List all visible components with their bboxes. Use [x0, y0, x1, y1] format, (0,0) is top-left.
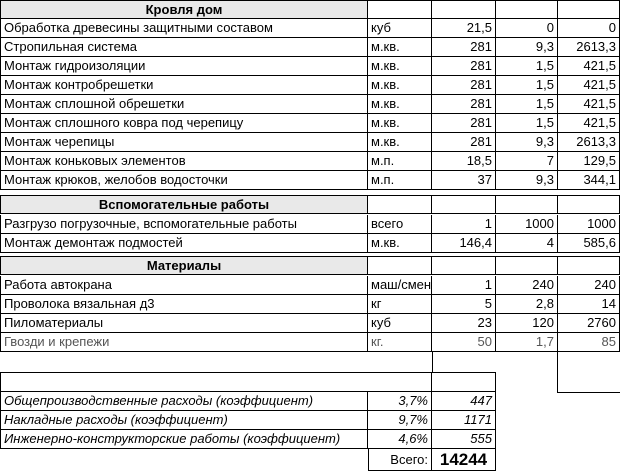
quantity-cell[interactable]: 281: [432, 57, 496, 76]
table-row: [0, 314, 620, 333]
quantity-cell[interactable]: 1: [432, 215, 496, 234]
price-cell[interactable]: 0: [496, 19, 558, 38]
table-row: [0, 114, 620, 133]
work-name-cell[interactable]: Обработка древесины защитными составом: [0, 19, 368, 38]
sum-cell[interactable]: 585,6: [558, 234, 620, 253]
overhead-row: [0, 392, 620, 411]
spacer-cell: [557, 352, 620, 393]
unit-cell[interactable]: м.кв.: [368, 95, 432, 114]
table-row: [0, 333, 620, 352]
sum-cell[interactable]: 14: [558, 295, 620, 314]
cell[interactable]: [558, 256, 620, 275]
sum-cell[interactable]: 2613,3: [558, 133, 620, 152]
cell[interactable]: [558, 195, 620, 214]
price-cell[interactable]: 1,5: [496, 76, 558, 95]
work-name-cell[interactable]: Монтаж сплошной обрешетки: [0, 95, 368, 114]
total-label[interactable]: Всего:: [368, 449, 432, 471]
overhead-name-cell[interactable]: Общепроизводственные расходы (коэффициент): [0, 392, 368, 411]
work-name-cell[interactable]: Монтаж крюков, желобов водосточки: [0, 171, 368, 190]
work-name-cell[interactable]: Монтаж сплошного ковра под черепицу: [0, 114, 368, 133]
overhead-name-cell[interactable]: Инженерно-конструкторские работы (коэффициент): [0, 430, 368, 449]
cell[interactable]: [368, 372, 432, 392]
overhead-row: [0, 430, 620, 449]
sum-cell[interactable]: 421,5: [558, 57, 620, 76]
sum-cell[interactable]: 1000: [558, 215, 620, 234]
quantity-cell[interactable]: 5: [432, 295, 496, 314]
section-header-roof: [0, 0, 620, 19]
quantity-cell[interactable]: 146,4: [432, 234, 496, 253]
spacer-cell: [368, 352, 433, 372]
price-cell[interactable]: 9,3: [496, 38, 558, 57]
price-cell[interactable]: 9,3: [496, 133, 558, 152]
overhead-coef-cell[interactable]: 9,7%: [368, 411, 432, 430]
table-row: [0, 95, 620, 114]
cell[interactable]: [496, 256, 558, 275]
quantity-cell[interactable]: 281: [432, 38, 496, 57]
work-name-cell[interactable]: Монтаж гидроизоляции: [0, 57, 368, 76]
cell[interactable]: [432, 256, 496, 275]
sum-cell[interactable]: 421,5: [558, 95, 620, 114]
price-cell[interactable]: 1,5: [496, 114, 558, 133]
unit-cell[interactable]: м.кв.: [368, 133, 432, 152]
table-row: [0, 276, 620, 295]
table-row: [0, 57, 620, 76]
quantity-cell[interactable]: 23: [432, 314, 496, 333]
unit-cell[interactable]: м.п.: [368, 171, 432, 190]
quantity-cell[interactable]: 281: [432, 95, 496, 114]
price-cell[interactable]: 240: [496, 276, 558, 295]
work-name-cell[interactable]: Стропильная система: [0, 38, 368, 57]
table-row: [0, 215, 620, 234]
quantity-cell[interactable]: 37: [432, 171, 496, 190]
sum-cell[interactable]: 344,1: [558, 171, 620, 190]
work-name-cell[interactable]: Монтаж контробрешетки: [0, 76, 368, 95]
quantity-cell[interactable]: 18,5: [432, 152, 496, 171]
cell[interactable]: [558, 0, 620, 19]
total-row: [0, 449, 620, 471]
overhead-sum-cell[interactable]: 447: [432, 392, 496, 411]
cell[interactable]: [432, 0, 496, 19]
quantity-cell[interactable]: 281: [432, 76, 496, 95]
price-cell[interactable]: 1,5: [496, 57, 558, 76]
cell[interactable]: [368, 0, 432, 19]
cell[interactable]: [368, 195, 432, 214]
work-name-cell[interactable]: Гвозди и крепежи: [0, 333, 368, 352]
section-header-aux: [0, 195, 620, 214]
price-cell[interactable]: 1,5: [496, 95, 558, 114]
unit-cell[interactable]: м.кв.: [368, 38, 432, 57]
work-name-cell[interactable]: Монтаж коньковых элементов: [0, 152, 368, 171]
unit-cell[interactable]: куб: [368, 314, 432, 333]
total-value[interactable]: 14244: [432, 449, 496, 471]
work-name-cell[interactable]: Пиломатериалы: [0, 314, 368, 333]
sum-cell[interactable]: 2613,3: [558, 38, 620, 57]
price-cell[interactable]: 1000: [496, 215, 558, 234]
quantity-cell[interactable]: 281: [432, 133, 496, 152]
sum-cell[interactable]: 85: [558, 333, 620, 352]
overhead-name-cell[interactable]: Накладные расходы (коэффициент): [0, 411, 368, 430]
sum-cell[interactable]: 240: [558, 276, 620, 295]
unit-cell[interactable]: всего: [368, 215, 432, 234]
price-cell[interactable]: 7: [496, 152, 558, 171]
unit-cell[interactable]: м.кв.: [368, 57, 432, 76]
sum-cell[interactable]: 2760: [558, 314, 620, 333]
section-header-materials: [0, 256, 620, 275]
table-row: [0, 234, 620, 253]
price-cell[interactable]: 120: [496, 314, 558, 333]
overhead-coef-cell[interactable]: 4,6%: [368, 430, 432, 449]
table-row: [0, 76, 620, 95]
unit-cell[interactable]: маш/смен: [368, 276, 432, 295]
sum-cell[interactable]: 421,5: [558, 76, 620, 95]
quantity-cell[interactable]: 50: [432, 333, 496, 352]
price-cell[interactable]: 1,7: [496, 333, 558, 352]
unit-cell[interactable]: кг.: [368, 333, 432, 352]
sum-cell[interactable]: 0: [558, 19, 620, 38]
section-title[interactable]: Вспомогательные работы: [0, 195, 368, 214]
unit-cell[interactable]: м.п.: [368, 152, 432, 171]
overhead-row: [0, 411, 620, 430]
work-name-cell[interactable]: Проволока вязальная д3: [0, 295, 368, 314]
cell[interactable]: [496, 195, 558, 214]
table-row: [0, 295, 620, 314]
work-name-cell[interactable]: Разгрузо погрузочные, вспомогательные работы: [0, 215, 368, 234]
table-row: [0, 171, 620, 190]
unit-cell[interactable]: м.кв.: [368, 76, 432, 95]
quantity-cell[interactable]: 281: [432, 114, 496, 133]
table-row: [0, 19, 620, 38]
unit-cell[interactable]: кг: [368, 295, 432, 314]
work-name-cell[interactable]: Монтаж черепицы: [0, 133, 368, 152]
table-row: [0, 133, 620, 152]
table-row: [0, 152, 620, 171]
overhead-sum-cell[interactable]: 1171: [432, 411, 496, 430]
section-title[interactable]: Материалы: [0, 256, 368, 275]
cell[interactable]: [432, 195, 496, 214]
unit-cell[interactable]: куб: [368, 19, 432, 38]
overhead-sum-cell[interactable]: 555: [432, 430, 496, 449]
price-cell[interactable]: 9,3: [496, 171, 558, 190]
overhead-coef-cell[interactable]: 3,7%: [368, 392, 432, 411]
work-name-cell[interactable]: Монтаж демонтаж подмостей: [0, 234, 368, 253]
sum-cell[interactable]: 421,5: [558, 114, 620, 133]
price-cell[interactable]: 2,8: [496, 295, 558, 314]
price-cell[interactable]: 4: [496, 234, 558, 253]
unit-cell[interactable]: м.кв.: [368, 234, 432, 253]
sum-cell[interactable]: 129,5: [558, 152, 620, 171]
cell[interactable]: [368, 256, 432, 275]
quantity-cell[interactable]: 1: [432, 276, 496, 295]
work-name-cell[interactable]: Работа автокрана: [0, 276, 368, 295]
section-title[interactable]: Кровля дом: [0, 0, 368, 19]
cell[interactable]: [496, 0, 558, 19]
table-row: [0, 38, 620, 57]
quantity-cell[interactable]: 21,5: [432, 19, 496, 38]
unit-cell[interactable]: м.кв.: [368, 114, 432, 133]
